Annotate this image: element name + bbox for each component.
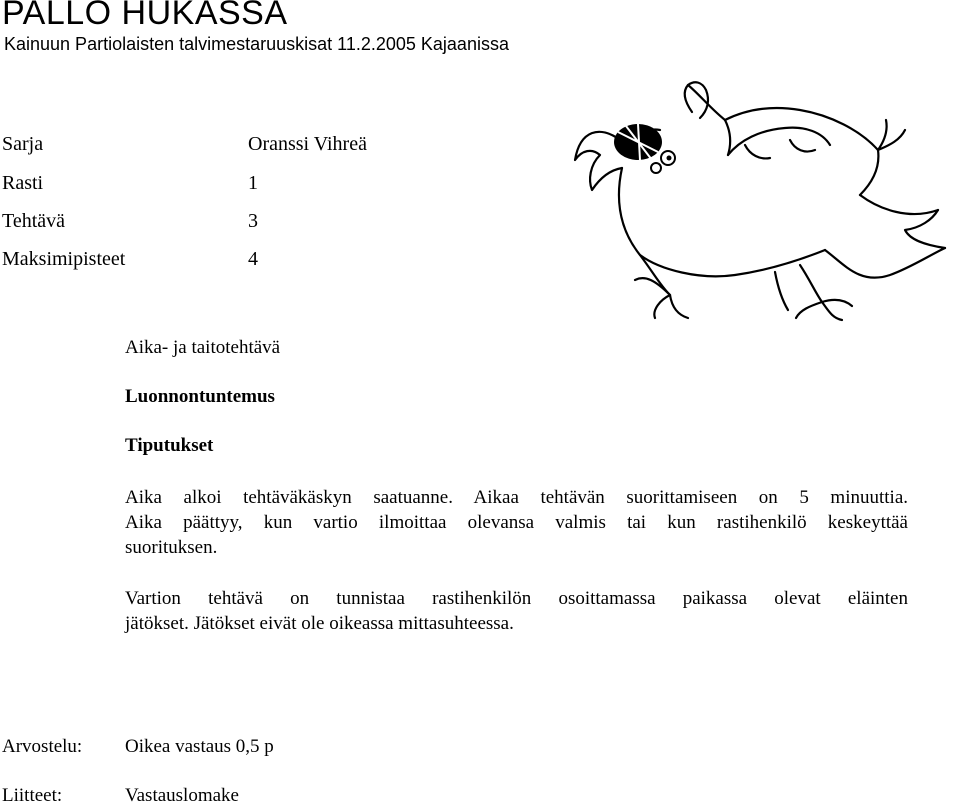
task-topic: Tiputukset bbox=[125, 435, 214, 456]
evaluation-label: Arvostelu: bbox=[2, 736, 83, 757]
info-label-tehtava: Tehtävä bbox=[2, 210, 66, 232]
task-description-paragraph bbox=[125, 586, 908, 636]
instructions-line: suorituksen. bbox=[125, 537, 218, 558]
description-line: Vartion tehtävä on tunnistaa rastihenkilön osoittamassa paikassa olevat eläinten bbox=[125, 588, 908, 609]
document-title: PALLO HUKASSA bbox=[2, 0, 288, 32]
info-value-maksimipisteet: 4 bbox=[248, 248, 258, 270]
attachments-value: Vastauslomake bbox=[125, 785, 239, 806]
info-label-sarja: Sarja bbox=[2, 133, 44, 155]
evaluation-value: Oikea vastaus 0,5 p bbox=[125, 736, 274, 757]
mascot-illustration bbox=[560, 70, 955, 330]
info-label-maksimipisteet: Maksimipisteet bbox=[2, 248, 126, 270]
info-value-rasti: 1 bbox=[248, 172, 258, 194]
instructions-line: Aika alkoi tehtäväkäskyn saatuanne. Aikaa tehtävän suorittamiseen on 5 minuuttia. bbox=[125, 487, 908, 508]
instructions-line: Aika päättyy, kun vartio ilmoittaa olevansa valmis tai kun rastihenkilö keskeyttää bbox=[125, 512, 908, 533]
task-category: Luonnontuntemus bbox=[125, 386, 275, 407]
attachments-label: Liitteet: bbox=[2, 785, 63, 806]
instructions-paragraph bbox=[125, 485, 908, 560]
task-type: Aika- ja taitotehtävä bbox=[125, 337, 281, 358]
description-line: jätökset. Jätökset eivät ole oikeassa mittasuhteessa. bbox=[125, 613, 514, 634]
info-value-tehtava: 3 bbox=[248, 210, 258, 232]
document-subtitle: Kainuun Partiolaisten talvimestaruuskisat 11.2.2005 Kajaanissa bbox=[4, 34, 509, 54]
info-label-rasti: Rasti bbox=[2, 172, 44, 194]
info-value-sarja: Oranssi Vihreä bbox=[248, 133, 367, 155]
